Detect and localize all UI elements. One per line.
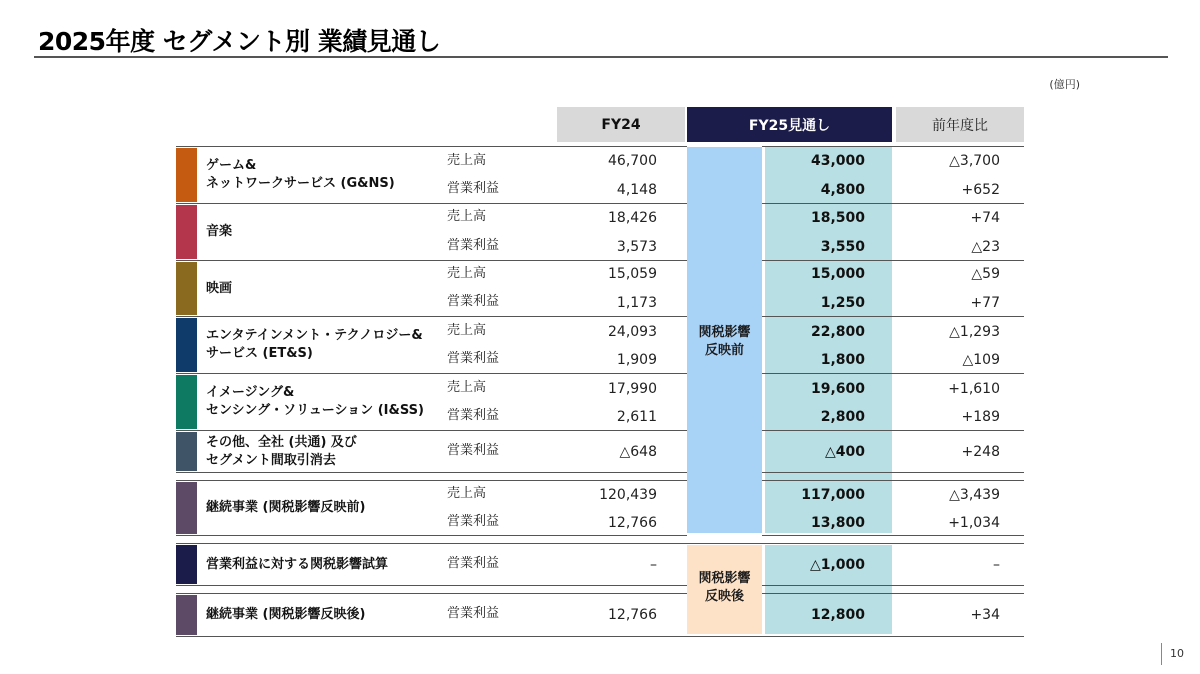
fy24-value: 17,990 — [608, 381, 657, 397]
fy24-value: 120,439 — [599, 487, 657, 503]
metric-label: 売上高 — [447, 153, 487, 168]
segment-name-line1: イメージング& — [206, 385, 295, 400]
fy24-value: 1,173 — [616, 295, 657, 311]
row-divider — [176, 543, 1024, 544]
metric-label: 営業利益 — [447, 238, 500, 253]
fy24-value: 24,093 — [608, 324, 657, 340]
fy24-value: 18,426 — [608, 210, 657, 226]
segment-name-line1: その他、全社 (共通) 及び — [206, 434, 357, 450]
row-divider — [176, 585, 687, 586]
row-divider — [762, 373, 1024, 374]
row-divider — [762, 593, 1024, 594]
fy24-value: △648 — [619, 444, 657, 460]
metric-label: 営業利益 — [447, 294, 500, 309]
fy24-value: 3,573 — [616, 239, 657, 255]
segment-color-bar — [176, 318, 197, 372]
segment-label — [206, 262, 232, 315]
fy25-value: 12,800 — [810, 607, 865, 623]
tariff-pre-label-line2: 反映前 — [704, 343, 744, 358]
continuing-pre-label — [206, 482, 365, 534]
yoy-value: +1,610 — [948, 381, 1000, 397]
fy24-value: 15,059 — [608, 266, 657, 282]
continuing-pre-name: 継続事業 (関税影響反映前) — [206, 500, 366, 515]
yoy-value: +74 — [970, 210, 1000, 226]
row-divider — [176, 316, 687, 317]
metric-label: 営業利益 — [447, 514, 500, 529]
segment-name-line2: ネットワークサービス (G&NS) — [206, 176, 395, 191]
metric-label: 営業利益 — [447, 408, 500, 423]
segment-name-line1: ゲーム& — [206, 158, 257, 173]
yoy-value: +248 — [961, 444, 1000, 460]
metric-label: 売上高 — [447, 486, 487, 501]
fy25-value: 1,250 — [820, 295, 865, 311]
fy25-value: 22,800 — [810, 324, 865, 340]
tariff-post-label — [687, 570, 762, 606]
fy25-value: △400 — [825, 444, 865, 460]
yoy-value: △3,439 — [949, 487, 1000, 503]
page-title: 2025年度 セグメント別 業績見通し — [38, 27, 441, 56]
row-divider — [762, 472, 1024, 473]
segment-color-bar — [176, 262, 197, 315]
segment-name-line1: 音楽 — [206, 224, 233, 239]
continuing-post-name: 継続事業 (関税影響反映後) — [206, 607, 366, 622]
row-divider — [762, 260, 1024, 261]
metric-label: 売上高 — [447, 380, 487, 395]
fy24-value: 12,766 — [608, 607, 657, 623]
continuing-pre-color-bar — [176, 482, 197, 534]
row-divider — [762, 430, 1024, 431]
segment-label — [206, 432, 357, 471]
row-divider — [762, 203, 1024, 204]
yoy-value: △59 — [971, 266, 1000, 282]
row-divider — [176, 593, 687, 594]
fy25-value: 19,600 — [810, 381, 865, 397]
row-divider — [762, 585, 1024, 586]
fy25-value: 4,800 — [820, 182, 865, 198]
fy25-value: 1,800 — [820, 352, 865, 368]
metric-label: 売上高 — [447, 209, 487, 224]
segment-label — [206, 205, 232, 259]
segment-label — [206, 148, 395, 202]
row-divider — [762, 480, 1024, 481]
metric-label: 営業利益 — [447, 606, 500, 621]
fy25-value: 117,000 — [801, 487, 865, 503]
fy24-value: 4,148 — [616, 182, 657, 198]
row-divider — [762, 146, 1024, 147]
fy25-value: 43,000 — [810, 153, 865, 169]
segment-label — [206, 375, 424, 429]
tariff-impact-color-bar — [176, 545, 197, 584]
tariff-impact-label — [206, 545, 388, 584]
page-number-divider — [1161, 643, 1162, 665]
yoy-value: △23 — [971, 239, 1000, 255]
row-divider — [176, 373, 687, 374]
segment-name-line2: セグメント間取引消去 — [206, 452, 336, 468]
unit-label: (億円) — [1049, 78, 1080, 91]
segment-color-bar — [176, 375, 197, 429]
segment-label — [206, 318, 423, 372]
segment-name-line1: エンタテインメント・テクノロジー& — [206, 328, 423, 343]
fy25-value: 2,800 — [820, 409, 865, 425]
row-divider — [176, 203, 687, 204]
fy24-value: 2,611 — [616, 409, 657, 425]
tariff-post-label-line2: 反映後 — [704, 589, 744, 604]
row-divider — [176, 535, 687, 536]
metric-label: 売上高 — [447, 323, 487, 338]
row-divider — [762, 535, 1024, 536]
row-divider — [176, 260, 687, 261]
fy24-value: 1,909 — [616, 352, 657, 368]
continuing-post-color-bar — [176, 595, 197, 635]
continuing-post-label — [206, 595, 365, 635]
yoy-value: +189 — [961, 409, 1000, 425]
header-fy24: FY24 — [557, 107, 685, 142]
metric-label: 営業利益 — [447, 443, 500, 458]
yoy-value: +652 — [961, 182, 1000, 198]
metric-label: 営業利益 — [447, 351, 500, 366]
row-divider — [762, 316, 1024, 317]
tariff-pre-label — [687, 324, 762, 360]
segment-name-line1: 映画 — [206, 280, 233, 296]
fy25-value: 18,500 — [810, 210, 865, 226]
header-fy25-forecast: FY25見通し — [687, 107, 892, 142]
fy24-value: 12,766 — [608, 515, 657, 531]
yoy-value: △109 — [962, 352, 1000, 368]
fy25-value: 15,000 — [810, 266, 865, 282]
row-divider — [176, 480, 687, 481]
fy25-value: △1,000 — [809, 557, 865, 573]
tariff-impact-name: 営業利益に対する関税影響試算 — [206, 556, 389, 572]
yoy-value: △3,700 — [949, 153, 1000, 169]
row-divider — [176, 430, 687, 431]
tariff-post-label-line1: 関税影響 — [698, 571, 751, 586]
fy25-value: 3,550 — [820, 239, 865, 255]
page-number: 10 — [1170, 647, 1184, 660]
row-divider — [176, 472, 687, 473]
header-yoy: 前年度比 — [896, 107, 1024, 142]
segment-name-line2: サービス (ET&S) — [206, 346, 313, 361]
row-divider — [176, 146, 687, 147]
fy24-value: – — [650, 557, 657, 573]
segment-color-bar — [176, 205, 197, 259]
fy24-value: 46,700 — [608, 153, 657, 169]
segment-color-bar — [176, 432, 197, 471]
metric-label: 売上高 — [447, 266, 487, 281]
yoy-value: △1,293 — [949, 324, 1000, 340]
segment-color-bar — [176, 148, 197, 202]
yoy-value: +77 — [970, 295, 1000, 311]
yoy-value: +34 — [970, 607, 1000, 623]
fy25-value: 13,800 — [810, 515, 865, 531]
yoy-value: – — [993, 557, 1000, 573]
row-divider — [176, 636, 1024, 637]
segment-name-line2: センシング・ソリューション (I&SS) — [206, 403, 424, 418]
metric-label: 営業利益 — [447, 181, 500, 196]
yoy-value: +1,034 — [948, 515, 1000, 531]
metric-label: 営業利益 — [447, 556, 500, 571]
tariff-pre-label-line1: 関税影響 — [698, 325, 751, 340]
title-underline — [34, 56, 1168, 58]
